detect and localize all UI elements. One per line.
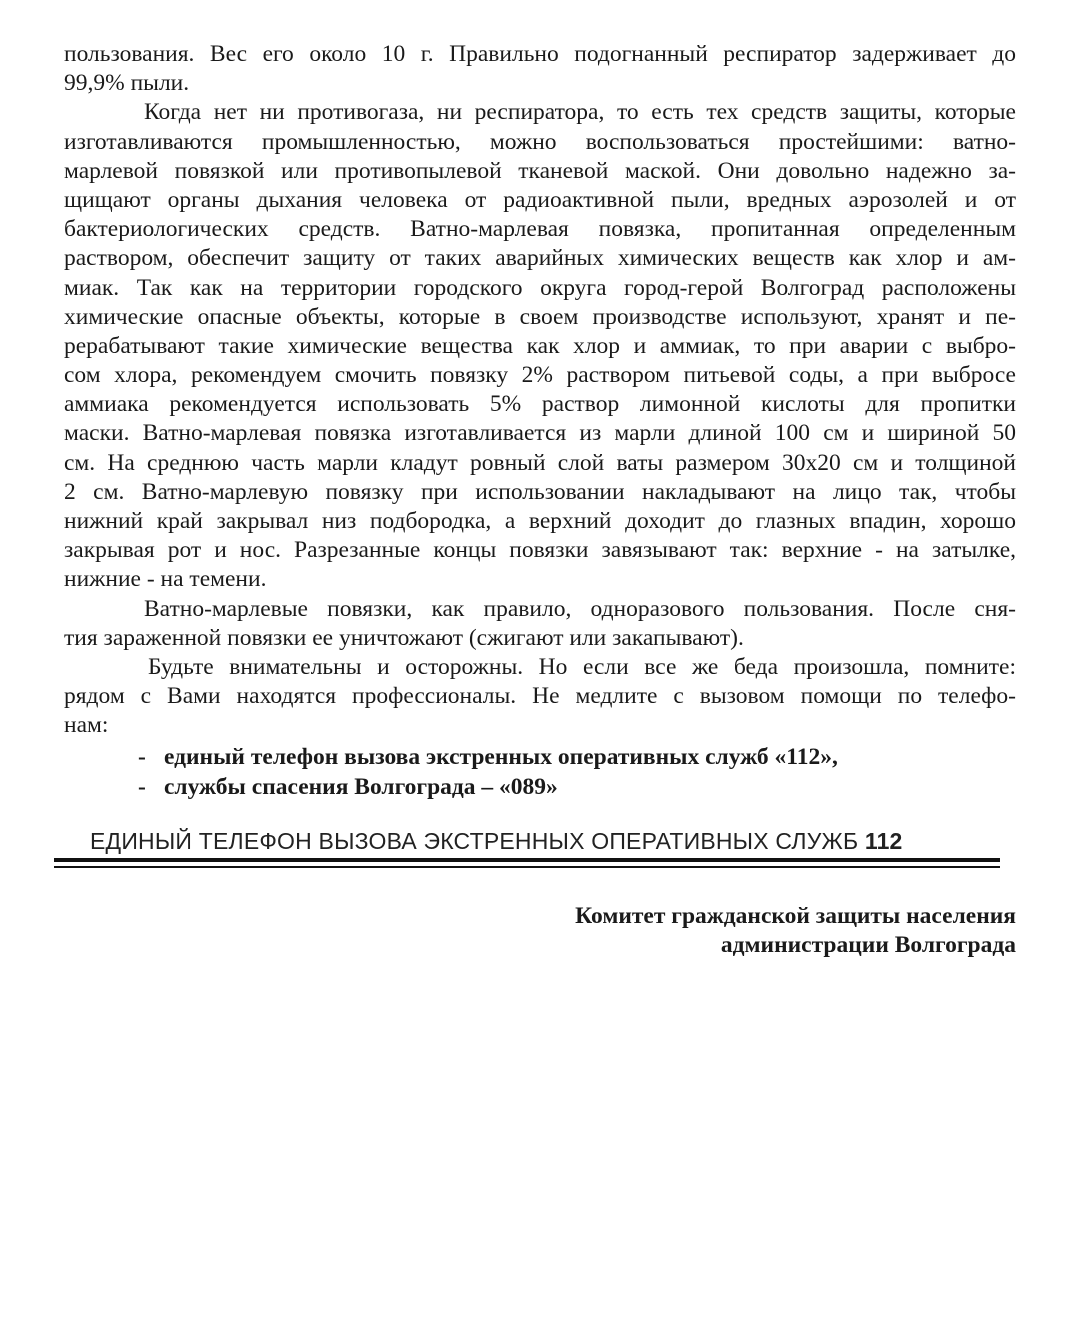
list-marker: - bbox=[138, 744, 146, 770]
list-marker: - bbox=[138, 774, 146, 800]
text-line: нам: bbox=[64, 712, 109, 739]
list-item bbox=[138, 772, 998, 802]
text-line: нижний край закрывал низ подбородка, а верхний доходит до глазных впадин, хорошо bbox=[64, 508, 1016, 534]
text-line: пользования. Вес его около 10 г. Правильно подогнанный респиратор задерживает до bbox=[64, 41, 1016, 67]
text-line: сом хлора, рекомендуем смочить повязку 2% раствором питьевой соды, а при выбросе bbox=[64, 362, 1016, 389]
signature-line: администрации Волгограда bbox=[720, 932, 1016, 958]
text-line: нижние - на темени. bbox=[64, 566, 267, 593]
divider-thick bbox=[54, 858, 1000, 862]
text-line: 99,9% пыли. bbox=[64, 70, 190, 97]
divider-thin bbox=[54, 866, 1000, 868]
signature-block bbox=[575, 902, 1016, 960]
text-line: щищают органы дыхания человека от радиоактивной пыли, вредных аэрозолей и от bbox=[64, 186, 1016, 213]
text-line: Ватно-марлевые повязки, как правило, одноразового пользования. После сня- bbox=[144, 595, 1016, 622]
text-line: 2 см. Ватно-марлевую повязку при использовании накладывают на лицо так, чтобы bbox=[64, 478, 1016, 505]
text-line: аммиака рекомендуется использовать 5% раствор лимонной кислоты для пропитки bbox=[64, 391, 1016, 418]
text-line: химические опасные объекты, которые в своем производстве используют, хранят и пе- bbox=[64, 303, 1016, 330]
text-line: раствором, обеспечит защиту от таких аварийных химических веществ как хлор и ам- bbox=[64, 245, 1016, 272]
banner-number: 112 bbox=[864, 828, 903, 854]
text-line: изготавливаются промышленностью, можно воспользоваться простейшими: ватно- bbox=[64, 128, 1016, 155]
text-line: см. На среднюю часть марли кладут ровный слой ваты размером 30х20 см и толщиной bbox=[64, 449, 1016, 476]
text-line: миак. Так как на территории городского округа город-герой Волгоград расположены bbox=[64, 274, 1016, 301]
text-line: закрывая рот и нос. Разрезанные концы повязки завязывают так: верхние - на затылке, bbox=[64, 537, 1016, 564]
list-item bbox=[138, 742, 998, 772]
body-text bbox=[64, 40, 1016, 741]
text-line: марлевой повязкой или противопылевой тканевой маской. Они довольно надежно за- bbox=[64, 157, 1016, 184]
list-item-text: единый телефон вызова экстренных оперативных служб «112», bbox=[164, 744, 838, 770]
text-line: маски. Ватно-марлевая повязка изготавливается из марли длиной 100 см и шириной 50 bbox=[64, 420, 1016, 447]
text-line: рерабатывают такие химические вещества как хлор и аммиак, то при аварии с выбро- bbox=[64, 332, 1016, 359]
signature-line: Комитет гражданской защиты населения bbox=[575, 903, 1016, 929]
text-line: тия зараженной повязки ее уничтожают (сжигают или закапывают). bbox=[64, 624, 744, 651]
phone-list bbox=[138, 742, 998, 802]
text-line: Будьте внимательны и осторожны. Но если все же беда произошла, помните: bbox=[148, 653, 1016, 680]
emergency-banner bbox=[90, 828, 990, 855]
text-line: рядом с Вами находятся профессионалы. Не медлите с вызовом помощи по телефо- bbox=[64, 683, 1016, 710]
list-item-text: службы спасения Волгограда – «089» bbox=[164, 774, 558, 800]
banner-text: ЕДИНЫЙ ТЕЛЕФОН ВЫЗОВА ЭКСТРЕННЫХ ОПЕРАТИВНЫХ СЛУЖБ bbox=[90, 828, 865, 854]
text-line: бактериологических средств. Ватно-марлевая повязка, пропитанная определенным bbox=[64, 216, 1016, 243]
text-line: Когда нет ни противогаза, ни респиратора, то есть тех средств защиты, которые bbox=[144, 99, 1016, 126]
